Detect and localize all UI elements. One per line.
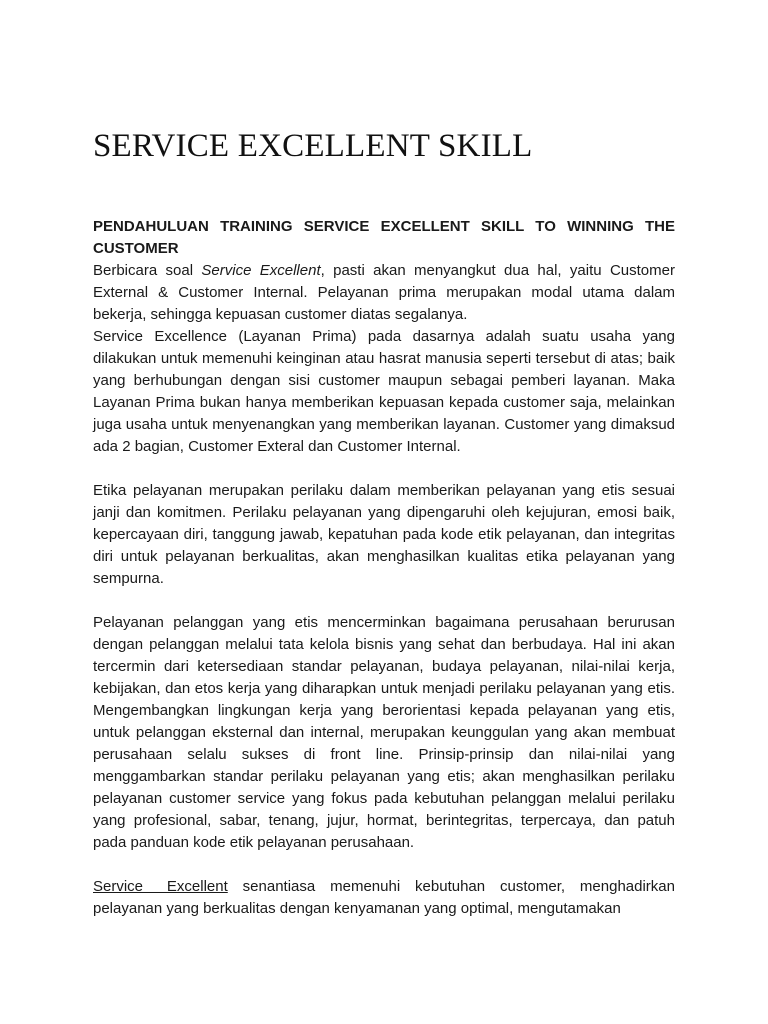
service-excellent-link[interactable]: Service Excellent [93, 878, 228, 895]
service-excellent-paragraph [93, 876, 675, 920]
paragraph-text: senantiasa memenuhi kebutuhan customer, menghadirkan pelayanan yang berkualitas dengan kenyamanan yang optimal, mengutamakan [93, 878, 675, 917]
emphasized-term: Service Excellent [201, 262, 321, 279]
paragraph-text: Berbicara soal [93, 262, 202, 279]
document-title: SERVICE EXCELLENT SKILL [93, 128, 533, 164]
paragraph-text: , pasti akan menyangkut dua hal, yaitu Customer External & Customer Internal. Pelayanan prima merupakan modal utama dalam bekerja, sehingga kepuasan customer diatas segalanya. [93, 262, 675, 323]
document-body [93, 216, 675, 942]
customer-service-paragraph: Pelayanan pelanggan yang etis mencerminkan bagaimana perusahaan berurusan dengan pelanggan melalui tata kelola bisnis yang sehat dan berbudaya. Hal ini akan tercermin dari ketersediaan standar pelayanan, budaya pelayanan, nilai-nilai kerja, kebijakan, dan etos kerja yang diharapkan untuk menjadi perilaku pelayanan yang etis. Mengembangkan lingkungan kerja yang berorientasi kepada pelayanan yang etis, untuk pelanggan eksternal dan internal, merupakan keunggulan yang akan membuat perusahaan selalu sukses di front line. Prinsip-prinsip dan nilai-nilai yang menggambarkan standar perilaku pelayanan yang etis; akan menghasilkan perilaku pelayanan customer service yang fokus pada kebutuhan pelanggan melalui perilaku yang profesional, sabar, tenang, jujur, hormat, berintegritas, terpercaya, dan patuh pada panduan kode etik pelayanan perusahaan. [93, 614, 675, 851]
section-heading: PENDAHULUAN TRAINING SERVICE EXCELLENT SKILL TO WINNING THE CUSTOMER [93, 218, 675, 257]
intro-paragraph [93, 216, 675, 458]
paragraph-text: Service Excellence (Layanan Prima) pada dasarnya adalah suatu usaha yang dilakukan untuk memenuhi keinginan atau hasrat manusia seperti tersebut di atas; baik yang berhubungan dengan sisi customer maupun sebagai pemberi layanan. Maka Layanan Prima bukan hanya memberikan kepuasan kepada customer saja, melainkan juga usaha untuk menyenangkan yang memberikan layanan. Customer yang dimaksud ada 2 bagian, Customer Exteral dan Customer Internal. [93, 328, 675, 455]
ethics-paragraph: Etika pelayanan merupakan perilaku dalam memberikan pelayanan yang etis sesuai janji dan komitmen. Perilaku pelayanan yang dipengaruhi oleh kejujuran, emosi baik, kepercayaan diri, tanggung jawab, kepatuhan pada kode etik pelayanan, dan integritas diri untuk pelayanan berkualitas, akan menghasilkan kualitas etika pelayanan yang sempurna. [93, 482, 675, 587]
